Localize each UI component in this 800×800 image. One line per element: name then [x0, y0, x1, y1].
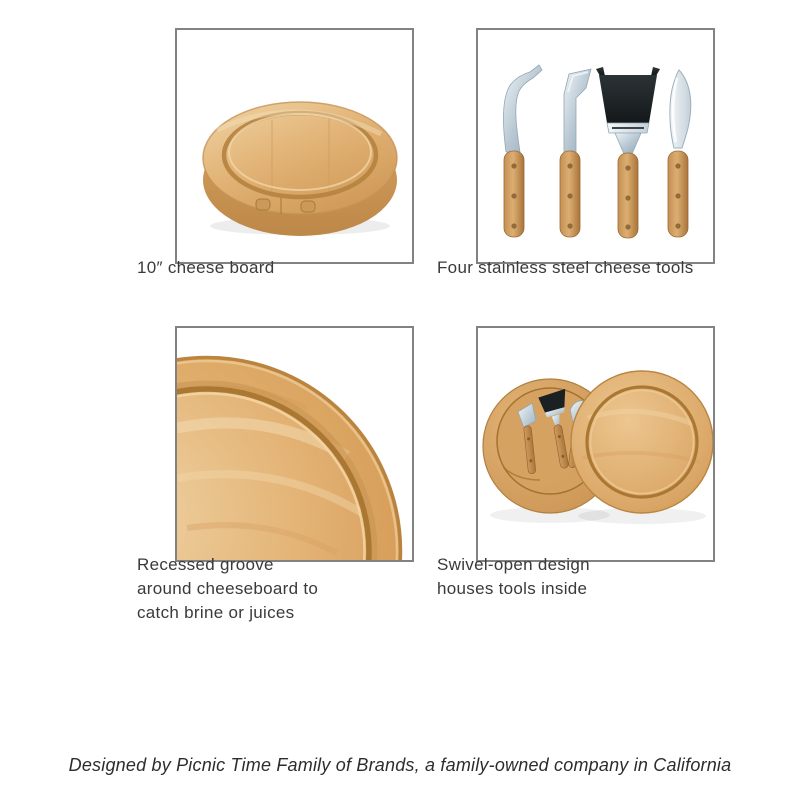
brand-footer: Designed by Picnic Time Family of Brands, a family-owned company in California: [68, 755, 732, 775]
feature-frame-groove: [175, 326, 414, 562]
groove-closeup-photo: [177, 328, 412, 560]
spreader-knife: [668, 70, 691, 237]
board-lid-half: [571, 371, 713, 513]
cheese-tools-photo: [478, 30, 713, 262]
cheese-knife: [503, 65, 542, 237]
feature-frame-cheese-board: [175, 28, 414, 264]
cheese-board-photo: [177, 30, 412, 262]
cheese-plane: [596, 67, 660, 238]
feature-frame-cheese-tools: [476, 28, 715, 264]
feature-caption-cheese-board: 10″ cheese board: [137, 258, 275, 277]
swivel-open-photo: [478, 328, 713, 560]
feature-frame-swivel: [476, 326, 715, 562]
offset-knife: [560, 69, 591, 237]
feature-caption-groove: Recessed groove around cheeseboard to catch brine or juices: [137, 555, 319, 622]
feature-caption-cheese-tools: Four stainless steel cheese tools: [437, 258, 694, 277]
feature-caption-swivel: Swivel-open design houses tools inside: [437, 555, 590, 598]
